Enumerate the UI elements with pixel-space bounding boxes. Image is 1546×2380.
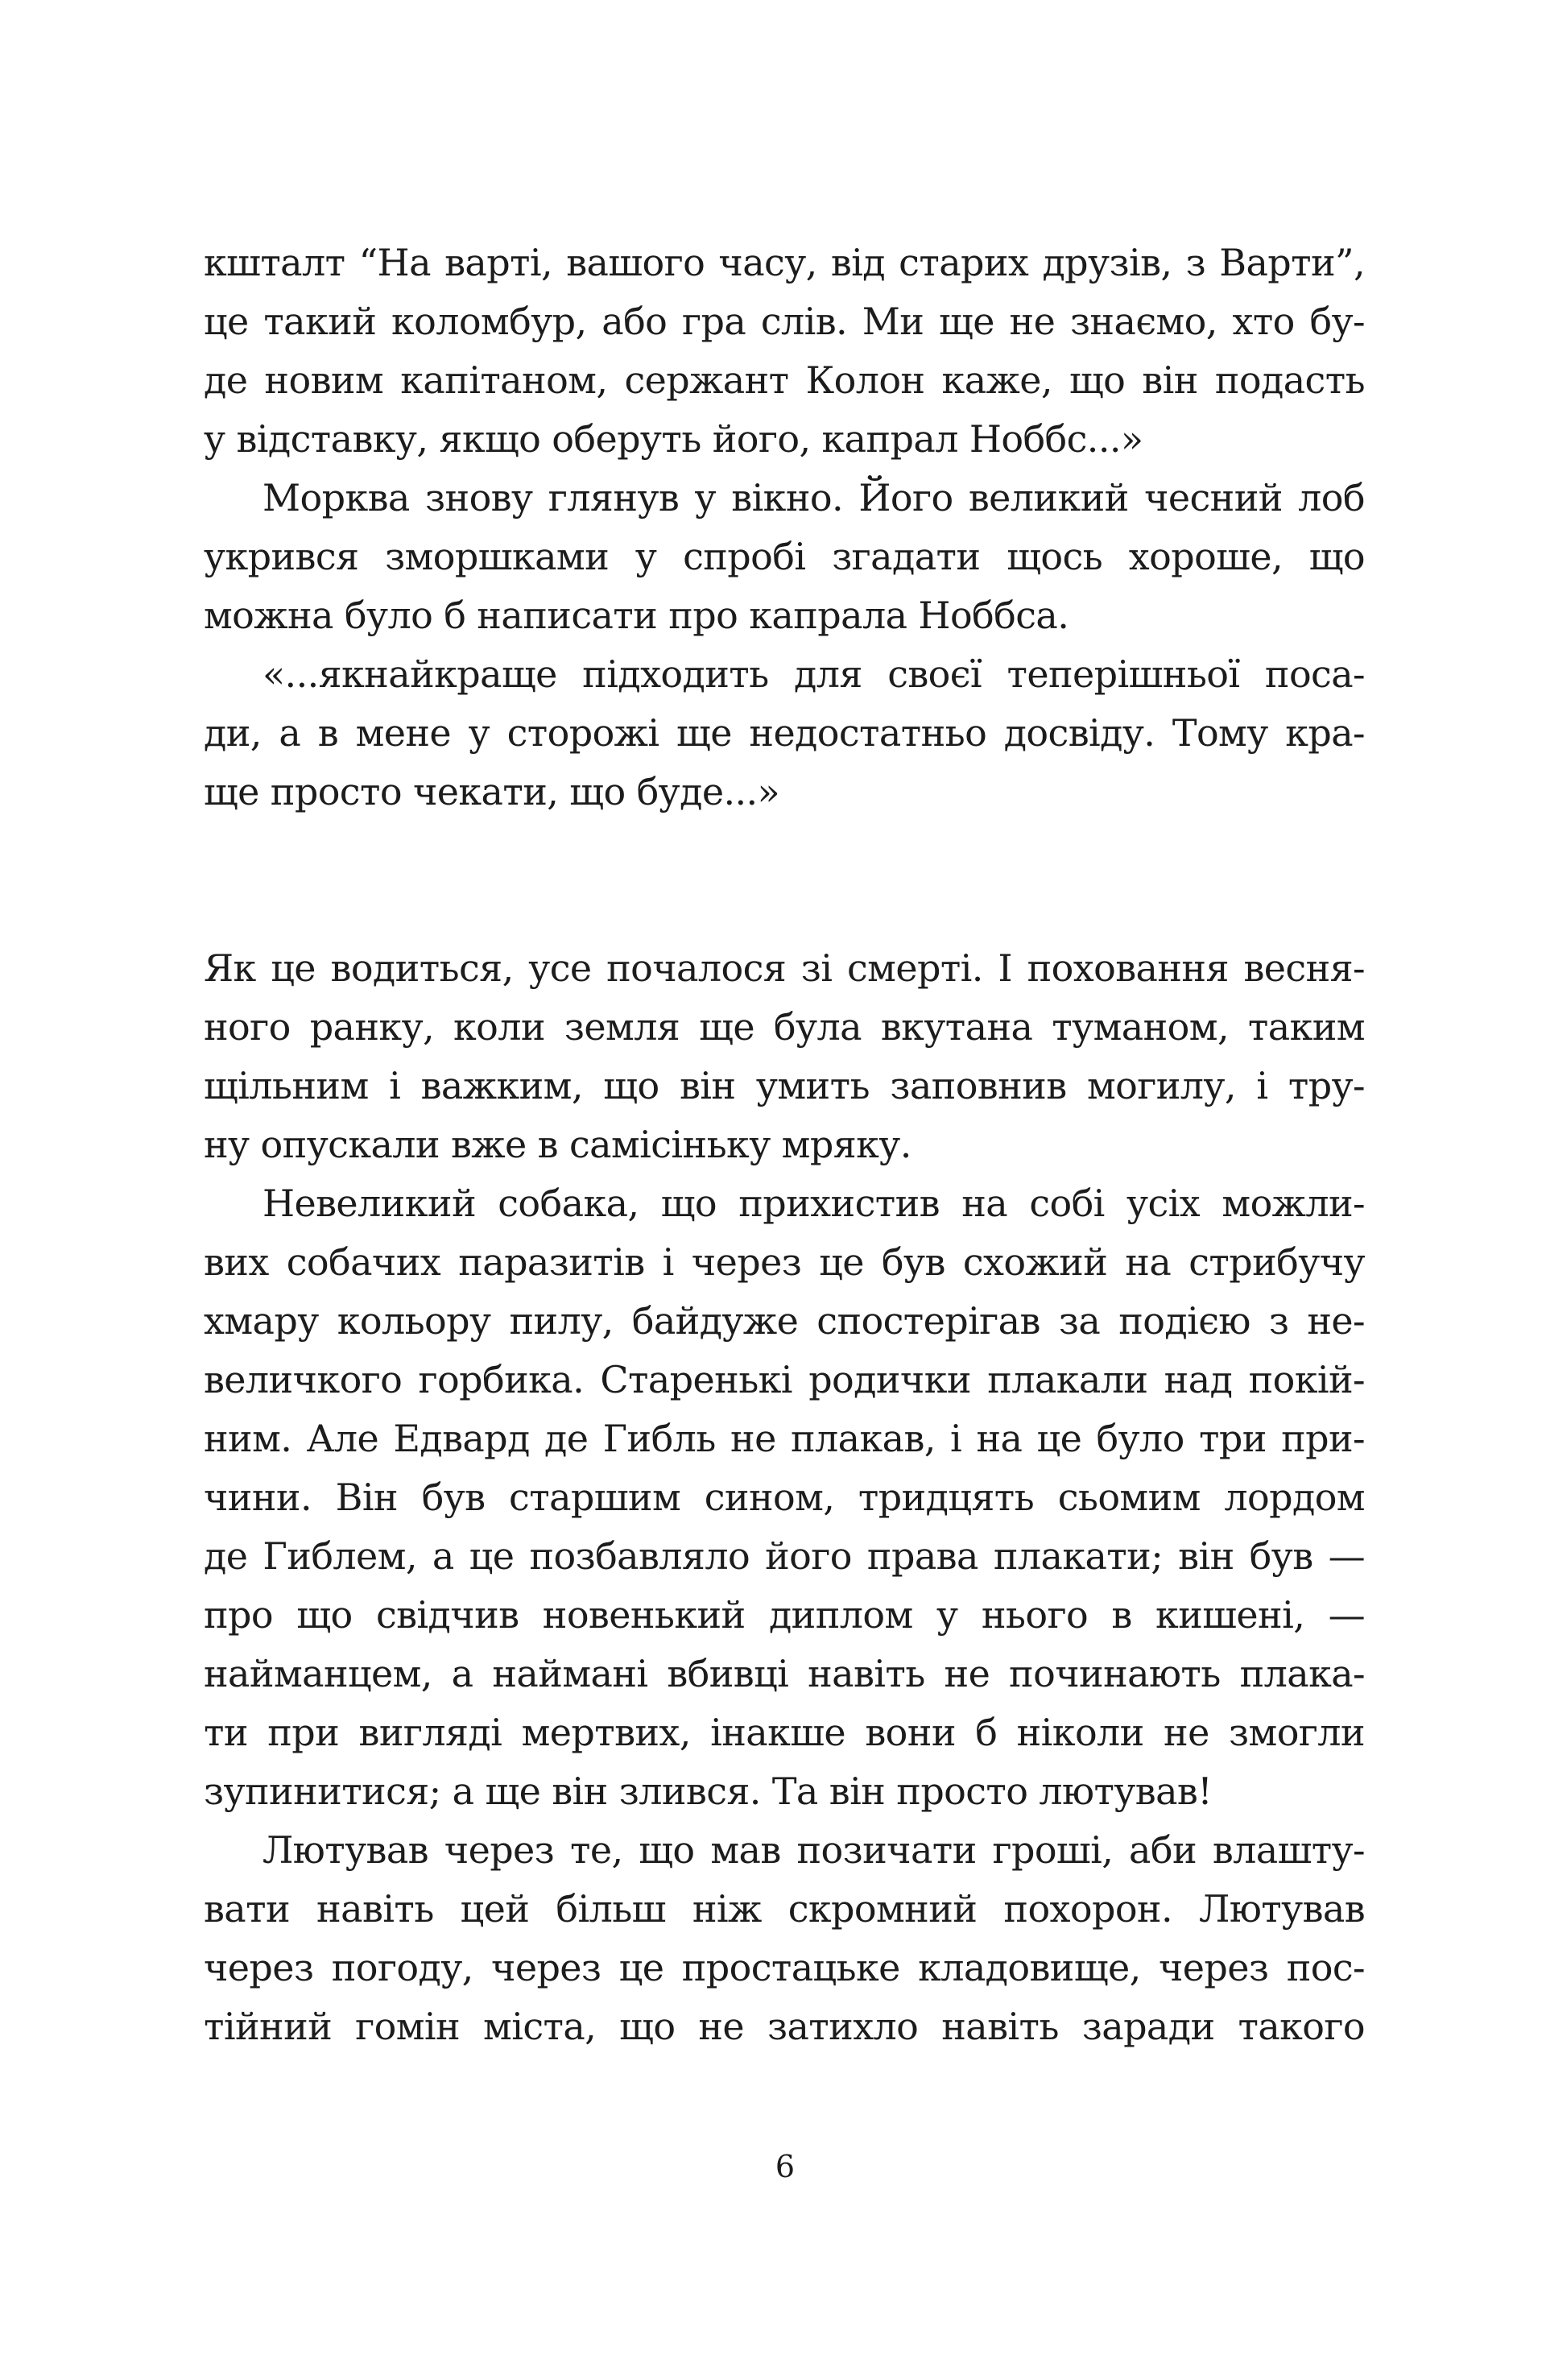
text-line: найманцем, а наймані вбивці навіть не починають плака-	[204, 1652, 1365, 1695]
text-line: зупинитися; а ще він злився. Та він просто лютував!	[204, 1769, 1213, 1813]
text-line: у відставку, якщо оберуть його, капрал Ноббс...»	[204, 417, 1143, 461]
text-line: де Гиблем, а це позбавляло його права плакати; він був —	[204, 1534, 1365, 1578]
section-break	[204, 822, 1365, 939]
text-line: величкого горбика. Старенькі родички плакали над покій-	[204, 1358, 1365, 1401]
text-line: ти при вигляді мертвих, інакше вони б ніколи не змогли	[204, 1711, 1365, 1754]
text-line: ну опускали вже в самісіньку мряку.	[204, 1123, 911, 1166]
page-number: 6	[775, 2149, 796, 2184]
text-line: кшталт “На варті, вашого часу, від старих друзів, з Варти”,	[204, 241, 1365, 284]
text-line: тійний гомін міста, що не затихло навіть заради такого	[204, 2005, 1365, 2048]
text-line: можна було б написати про капрала Ноббса.	[204, 594, 1069, 637]
text-line: це такий коломбур, або гра слів. Ми ще не знаємо, хто бу-	[204, 300, 1365, 343]
text-line: вих собачих паразитів і через це був схожий на стрибучу	[204, 1240, 1365, 1284]
text-line: хмару кольору пилу, байдуже спостерігав за подією з не-	[204, 1299, 1365, 1343]
text-line: вати навіть цей більш ніж скромний похорон. Лютував	[204, 1887, 1365, 1931]
text-line: ного ранку, коли земля ще була вкутана туманом, таким	[204, 1005, 1365, 1049]
section-first-line: Як це водиться, усе почалося зі смерті. І поховання весня-	[204, 946, 1365, 990]
text-line: чини. Він був старшим сином, тридцять сьомим лордом	[204, 1476, 1365, 1519]
text-line: ним. Але Едвард де Гибль не плакав, і на це було три при-	[204, 1417, 1365, 1460]
text-line: ди, а в мене у сторожі ще недостатньо досвіду. Тому кра-	[204, 711, 1365, 755]
text-line: щільним і важким, що він умить заповнив могилу, і тру-	[204, 1064, 1365, 1107]
text-line: про що свідчив новенький диплом у нього в кишені, —	[204, 1593, 1365, 1637]
text-line: через погоду, через це простацьке кладовище, через пос-	[204, 1946, 1365, 1989]
text-line: укрився зморшками у спробі згадати щось хороше, що	[204, 535, 1365, 578]
text-line: де новим капітаном, сержант Колон каже, що він подасть	[204, 358, 1365, 402]
paragraph-first-line: Морква знову глянув у вікно. Його великий чесний лоб	[262, 476, 1365, 519]
paragraph-first-line: «...якнайкраще підходить для своєї теперішньої поса-	[262, 652, 1365, 696]
paragraph-first-line: Лютував через те, що мав позичати гроші, аби влашту-	[262, 1828, 1365, 1872]
paragraph-first-line: Невеликий собака, що прихистив на собі усіх можли-	[262, 1182, 1365, 1225]
text-line: ще просто чекати, що буде...»	[204, 770, 780, 813]
